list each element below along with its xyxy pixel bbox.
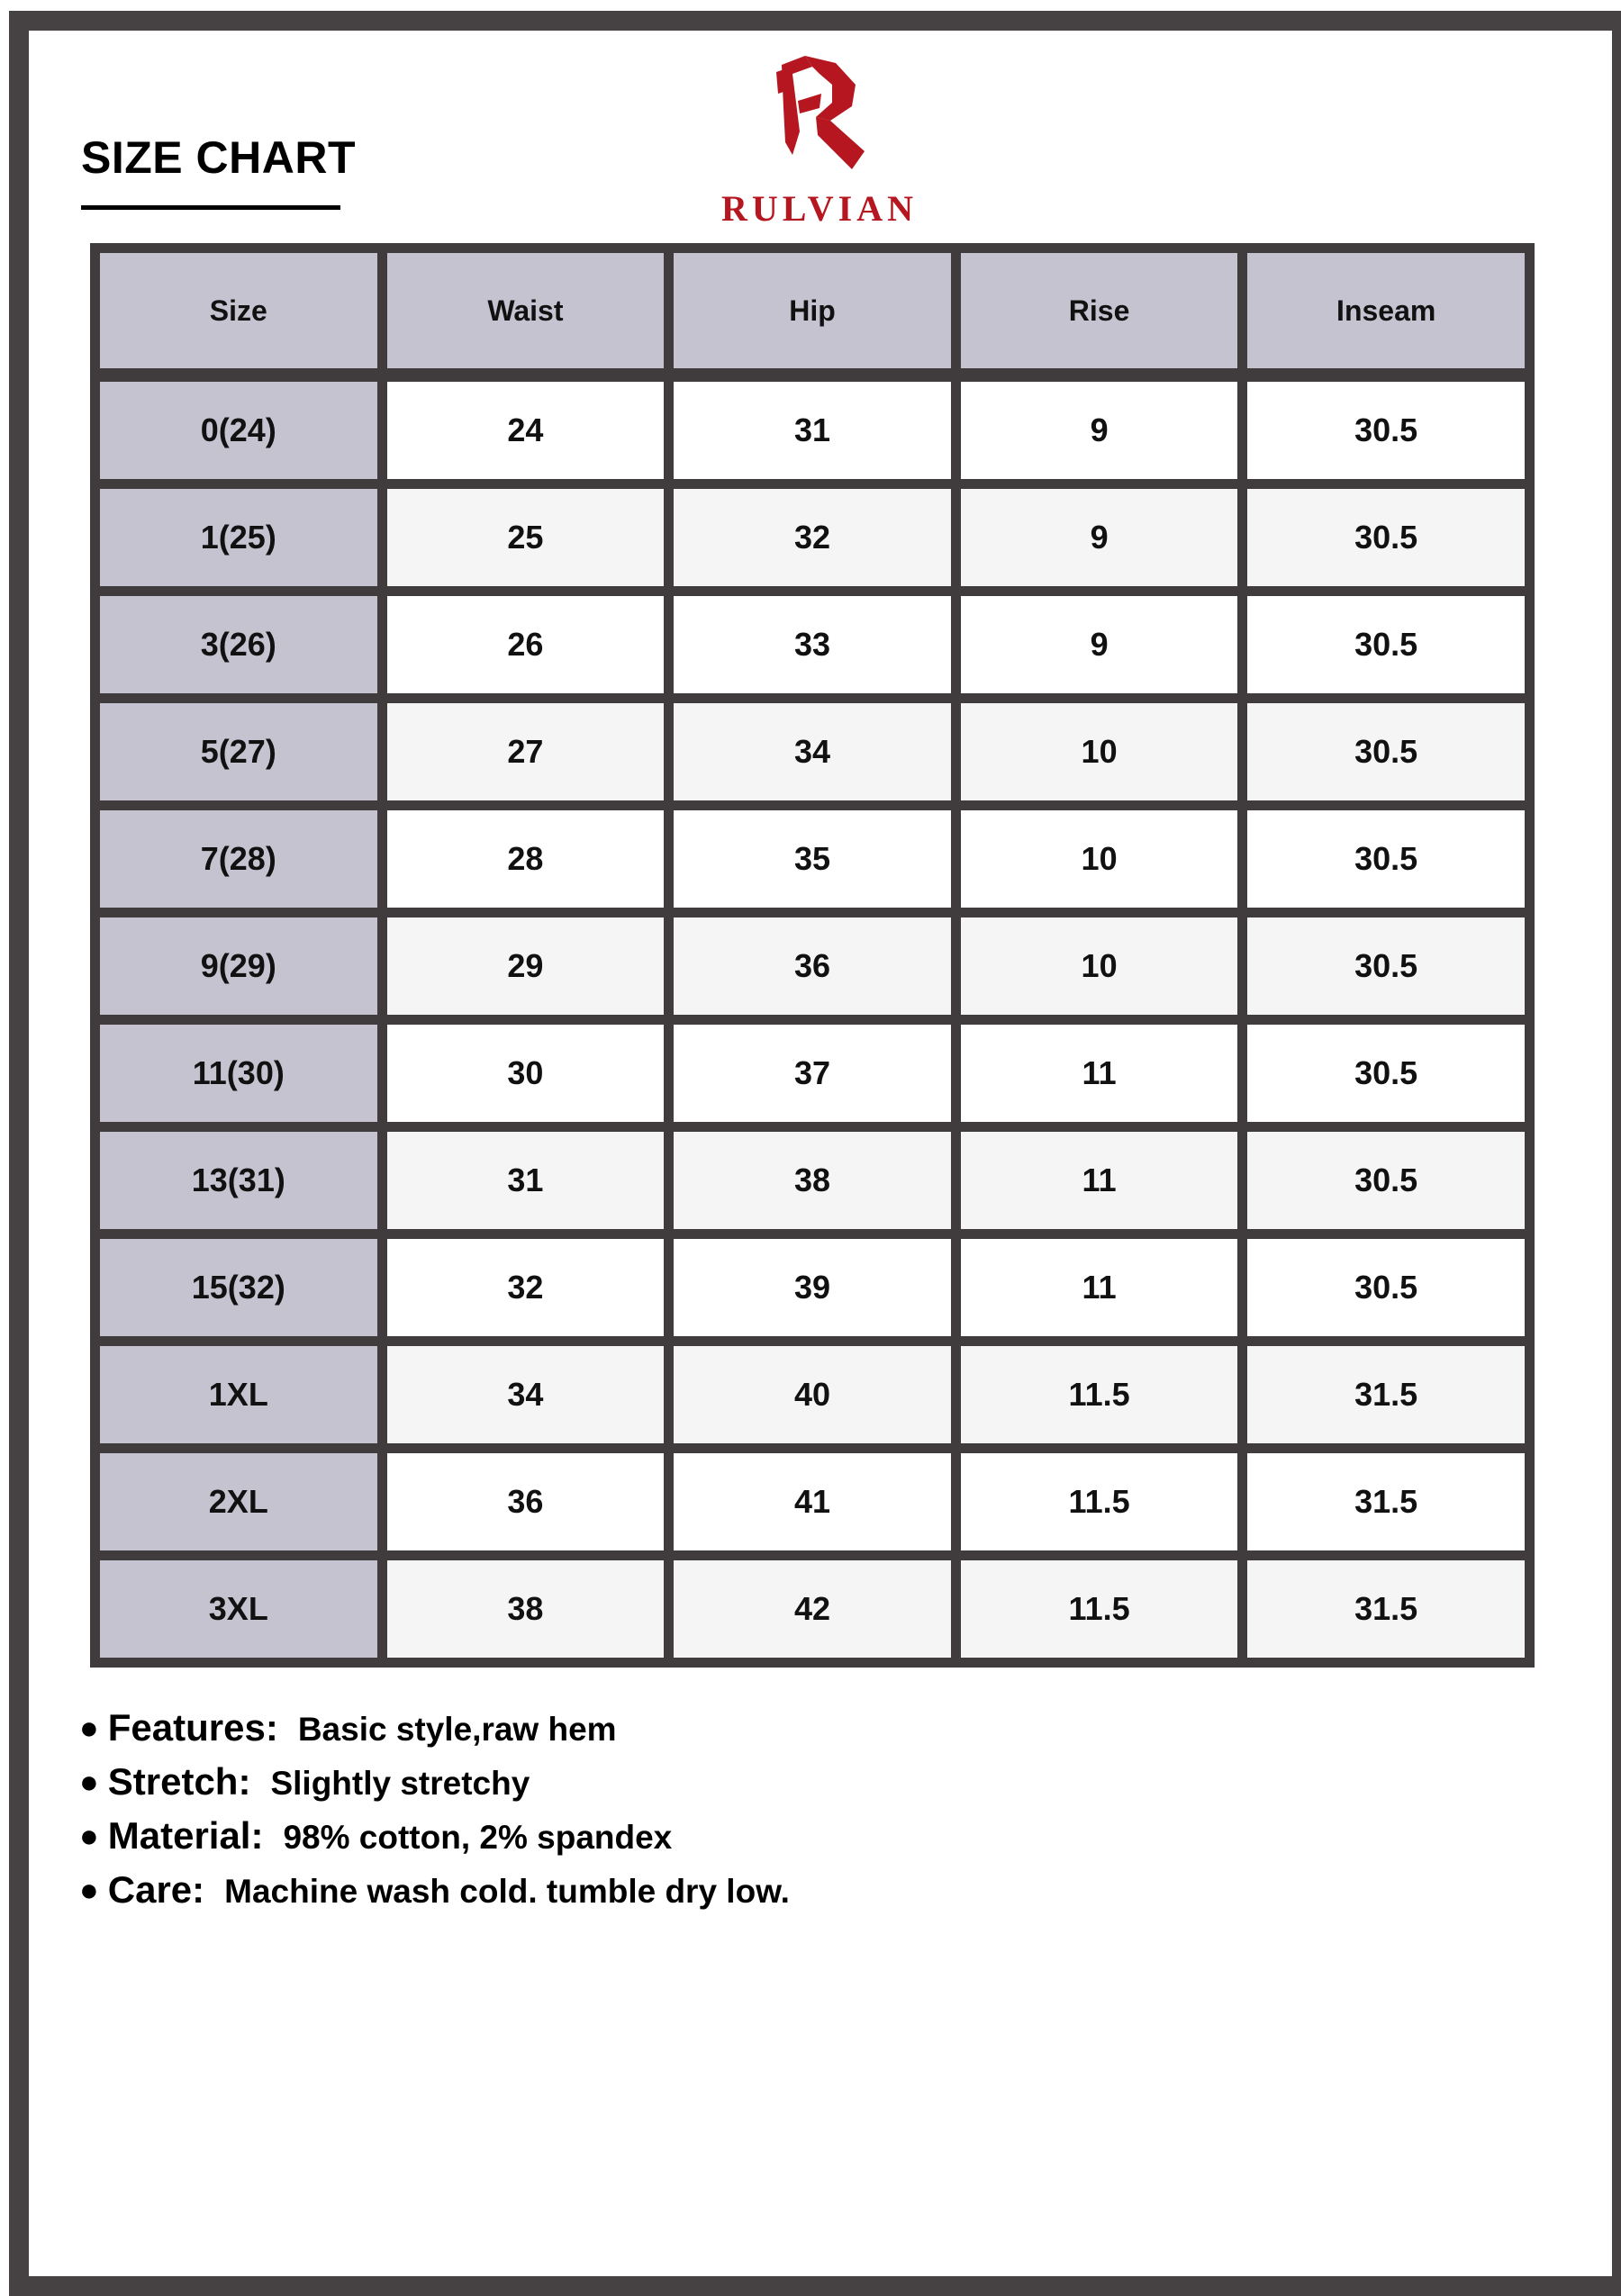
rise-cell: 9 [961,596,1238,693]
size-cell: 13(31) [100,1132,377,1229]
inseam-cell: 30.5 [1247,378,1525,479]
table-row [100,917,1525,1015]
hip-cell: 33 [674,596,951,693]
waist-cell: 34 [387,1346,665,1443]
hip-cell: 32 [674,489,951,586]
table-row [100,810,1525,908]
feature-item-stretch [79,1760,1430,1814]
table-row [100,1560,1525,1658]
inseam-cell: 31.5 [1247,1346,1525,1443]
hip-cell: 39 [674,1239,951,1336]
waist-cell: 25 [387,489,665,586]
hip-cell: 40 [674,1346,951,1443]
size-cell: 3XL [100,1560,377,1658]
waist-cell: 27 [387,703,665,800]
inseam-cell: 30.5 [1247,1132,1525,1229]
table-row [100,1346,1525,1443]
waist-cell: 29 [387,917,665,1015]
waist-cell: 28 [387,810,665,908]
inseam-cell: 30.5 [1247,596,1525,693]
size-cell: 15(32) [100,1239,377,1336]
size-chart-table [90,243,1535,1668]
feature-item-care [79,1868,1430,1922]
size-cell: 7(28) [100,810,377,908]
column-header-hip: Hip [674,253,951,368]
inseam-cell: 30.5 [1247,703,1525,800]
rise-cell: 11.5 [961,1560,1238,1658]
column-header-inseam: Inseam [1247,253,1525,368]
hip-cell: 35 [674,810,951,908]
r-monogram-icon [765,54,874,171]
title-underline [81,205,340,210]
rise-cell: 11 [961,1132,1238,1229]
rise-cell: 11.5 [961,1346,1238,1443]
waist-cell: 24 [387,378,665,479]
feature-label: Stretch: [107,1760,251,1803]
bullet-icon: ● [79,1871,99,1908]
rise-cell: 11 [961,1025,1238,1122]
size-cell: 3(26) [100,596,377,693]
size-cell: 11(30) [100,1025,377,1122]
size-cell: 9(29) [100,917,377,1015]
table-row [100,1453,1525,1550]
rise-cell: 11 [961,1239,1238,1336]
table-row [100,1239,1525,1336]
rise-cell: 10 [961,703,1238,800]
feature-label: Material: [107,1814,264,1857]
size-cell: 2XL [100,1453,377,1550]
hip-cell: 42 [674,1560,951,1658]
bullet-icon: ● [79,1763,99,1800]
hip-cell: 37 [674,1025,951,1122]
column-header-waist: Waist [387,253,665,368]
size-cell: 0(24) [100,378,377,479]
bullet-icon: ● [79,1817,99,1854]
hip-cell: 41 [674,1453,951,1550]
hip-cell: 31 [674,378,951,479]
inseam-cell: 30.5 [1247,489,1525,586]
column-header-size: Size [100,253,377,368]
table-row [100,596,1525,693]
brand-name: RULVIAN [720,188,918,229]
feature-label: Features: [107,1706,278,1749]
rise-cell: 9 [961,378,1238,479]
table-row [100,378,1525,479]
table-row [100,1025,1525,1122]
column-header-rise: Rise [961,253,1238,368]
feature-value: Machine wash cold. tumble dry low. [224,1873,790,1910]
waist-cell: 32 [387,1239,665,1336]
table-row [100,489,1525,586]
inseam-cell: 30.5 [1247,917,1525,1015]
size-cell: 1(25) [100,489,377,586]
brand-logo [702,54,937,229]
waist-cell: 38 [387,1560,665,1658]
table-row [100,1132,1525,1229]
rise-cell: 9 [961,489,1238,586]
inseam-cell: 30.5 [1247,1025,1525,1122]
rise-cell: 10 [961,917,1238,1015]
product-features-list [79,1706,1430,1922]
waist-cell: 30 [387,1025,665,1122]
waist-cell: 26 [387,596,665,693]
feature-value: Basic style,raw hem [297,1711,617,1748]
rise-cell: 10 [961,810,1238,908]
rise-cell: 11.5 [961,1453,1238,1550]
size-cell: 5(27) [100,703,377,800]
inseam-cell: 31.5 [1247,1560,1525,1658]
page-title: SIZE CHART [81,132,356,183]
inseam-cell: 30.5 [1247,810,1525,908]
waist-cell: 31 [387,1132,665,1229]
waist-cell: 36 [387,1453,665,1550]
feature-item-material [79,1814,1430,1868]
size-cell: 1XL [100,1346,377,1443]
table-header-row [100,253,1525,368]
hip-cell: 38 [674,1132,951,1229]
feature-value: 98% cotton, 2% spandex [283,1819,673,1856]
inseam-cell: 31.5 [1247,1453,1525,1550]
hip-cell: 36 [674,917,951,1015]
table-row [100,703,1525,800]
bullet-icon: ● [79,1709,99,1746]
feature-label: Care: [107,1868,205,1911]
inseam-cell: 30.5 [1247,1239,1525,1336]
hip-cell: 34 [674,703,951,800]
feature-item-features [79,1706,1430,1760]
feature-value: Slightly stretchy [270,1765,530,1802]
